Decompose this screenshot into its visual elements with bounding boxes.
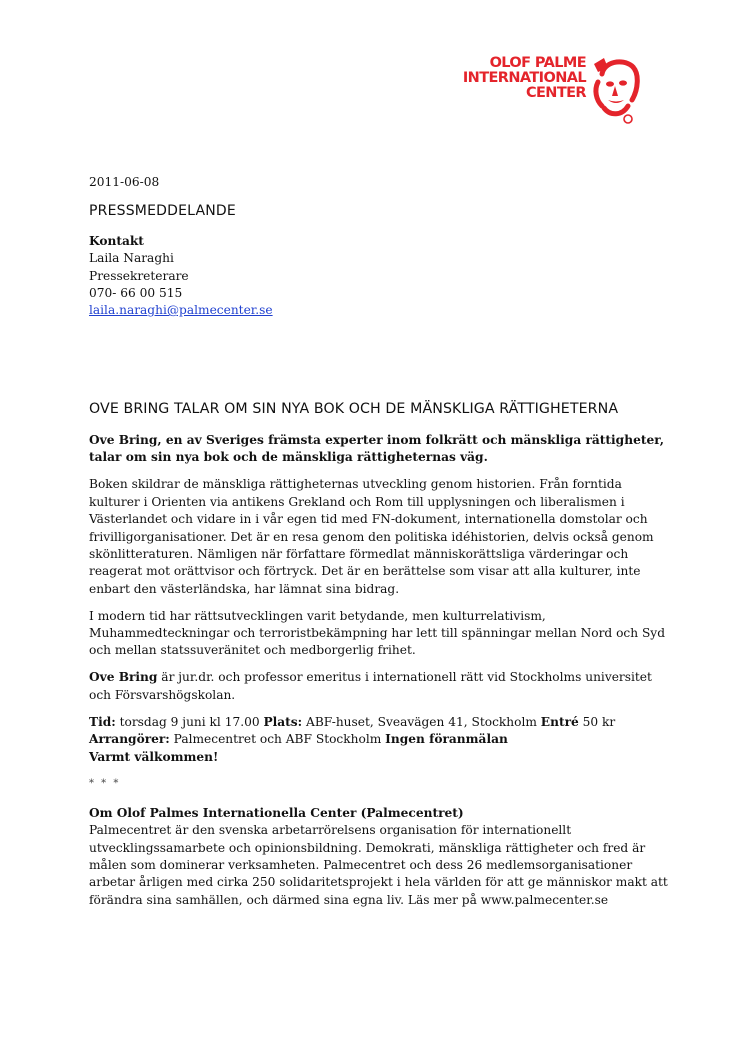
event-details	[89, 714, 669, 766]
lead-paragraph: Ove Bring, en av Sveriges främsta experter inom folkrätt och mänskliga rättigheter, talar om sin nya bok och de mänskliga rättigheternas väg.	[89, 433, 664, 465]
logo-wordmark	[463, 56, 586, 101]
event-place: ABF-huset, Sveavägen 41, Stockholm	[302, 714, 541, 729]
logo-line-2: INTERNATIONAL	[462, 70, 586, 86]
section-separator: * * *	[89, 778, 121, 790]
contact-name: Laila Naraghi	[89, 251, 174, 266]
about-title: Om Olof Palmes Internationella Center (Palmecentret)	[89, 805, 464, 820]
event-time: torsdag 9 juni kl 17.00	[115, 714, 264, 729]
bio-paragraph	[89, 669, 669, 704]
bio-text: är jur.dr. och professor emeritus i internationell rätt vid Stockholms universitet och Försvarshögskolan.	[89, 670, 652, 702]
logo-line-3: CENTER	[525, 85, 586, 101]
event-organizers-label: Arrangörer:	[89, 732, 170, 747]
contact-phone: 070- 66 00 515	[89, 285, 183, 300]
release-date: 2011-06-08	[89, 175, 160, 189]
event-welcome: Varmt välkommen!	[89, 749, 219, 764]
bio-name: Ove Bring	[89, 670, 158, 685]
contact-heading: Kontakt	[89, 234, 144, 248]
contact-role: Pressekreterare	[89, 268, 189, 283]
about-text: Palmecentret är den svenska arbetarrörelsens organisation för internationellt utvecklingssamarbete och opinionsbildning. Demokrati, mänskliga rättigheter och fred är målen som dominerar verksamheten. Palmecentret och dess 26 medlemsorganisationer arbetar årligen med cirka 250 solidaritetsprojekt i hela världen för att ge människor makt att förändra sina samhällen, och därmed sina egna liv. Läs mer på www.palmecenter.se	[89, 823, 668, 907]
event-fee-label: Entré	[540, 714, 579, 729]
logo-line-1: OLOF PALME	[489, 55, 586, 71]
contact-email-link[interactable]: laila.naraghi@palmecenter.se	[89, 303, 273, 318]
paragraph-2: I modern tid har rättsutvecklingen varit betydande, men kulturrelativism, Muhammedteckningar och terroristbekämpning har lett till spänningar mellan Nord och Syd och mellan statssuveränitet och medborgerlig frihet.	[89, 608, 665, 658]
contact-block	[89, 233, 273, 319]
olof-palme-center-logo	[462, 56, 642, 132]
olof-palme-portrait-icon	[588, 56, 642, 126]
event-fee: 50 kr	[578, 714, 616, 729]
paragraph-1: Boken skildrar de mänskliga rättigheternas utveckling genom historien. Från forntida kulturer i Orienten via antikens Grekland och Rom till upplysningen och liberalismen i Västerlandet och vidare in i vår egen tid med FN-dokument, internationella domstolar och frivilligorganisationer. Det är en resa genom den politiska idéhistorien, delvis också genom skönlitteraturen. Nämligen när författare förmedlat människorättsliga värderingar och reagerat mot orättvisor och förtryck. Det är en berättelse som visar att alla kulturer, inte enbart den västerländska, har lämnat sina bidrag.	[89, 477, 654, 596]
event-place-label: Plats:	[263, 714, 303, 729]
body-text	[89, 432, 669, 919]
event-organizers: Palmecentret och ABF Stockholm	[169, 732, 386, 747]
document-type: PRESSMEDDELANDE	[89, 203, 236, 219]
event-registration: Ingen föranmälan	[385, 732, 508, 747]
headline: OVE BRING TALAR OM SIN NYA BOK OCH DE MÄNSKLIGA RÄTTIGHETERNA	[89, 401, 619, 417]
event-time-label: Tid:	[89, 714, 116, 729]
